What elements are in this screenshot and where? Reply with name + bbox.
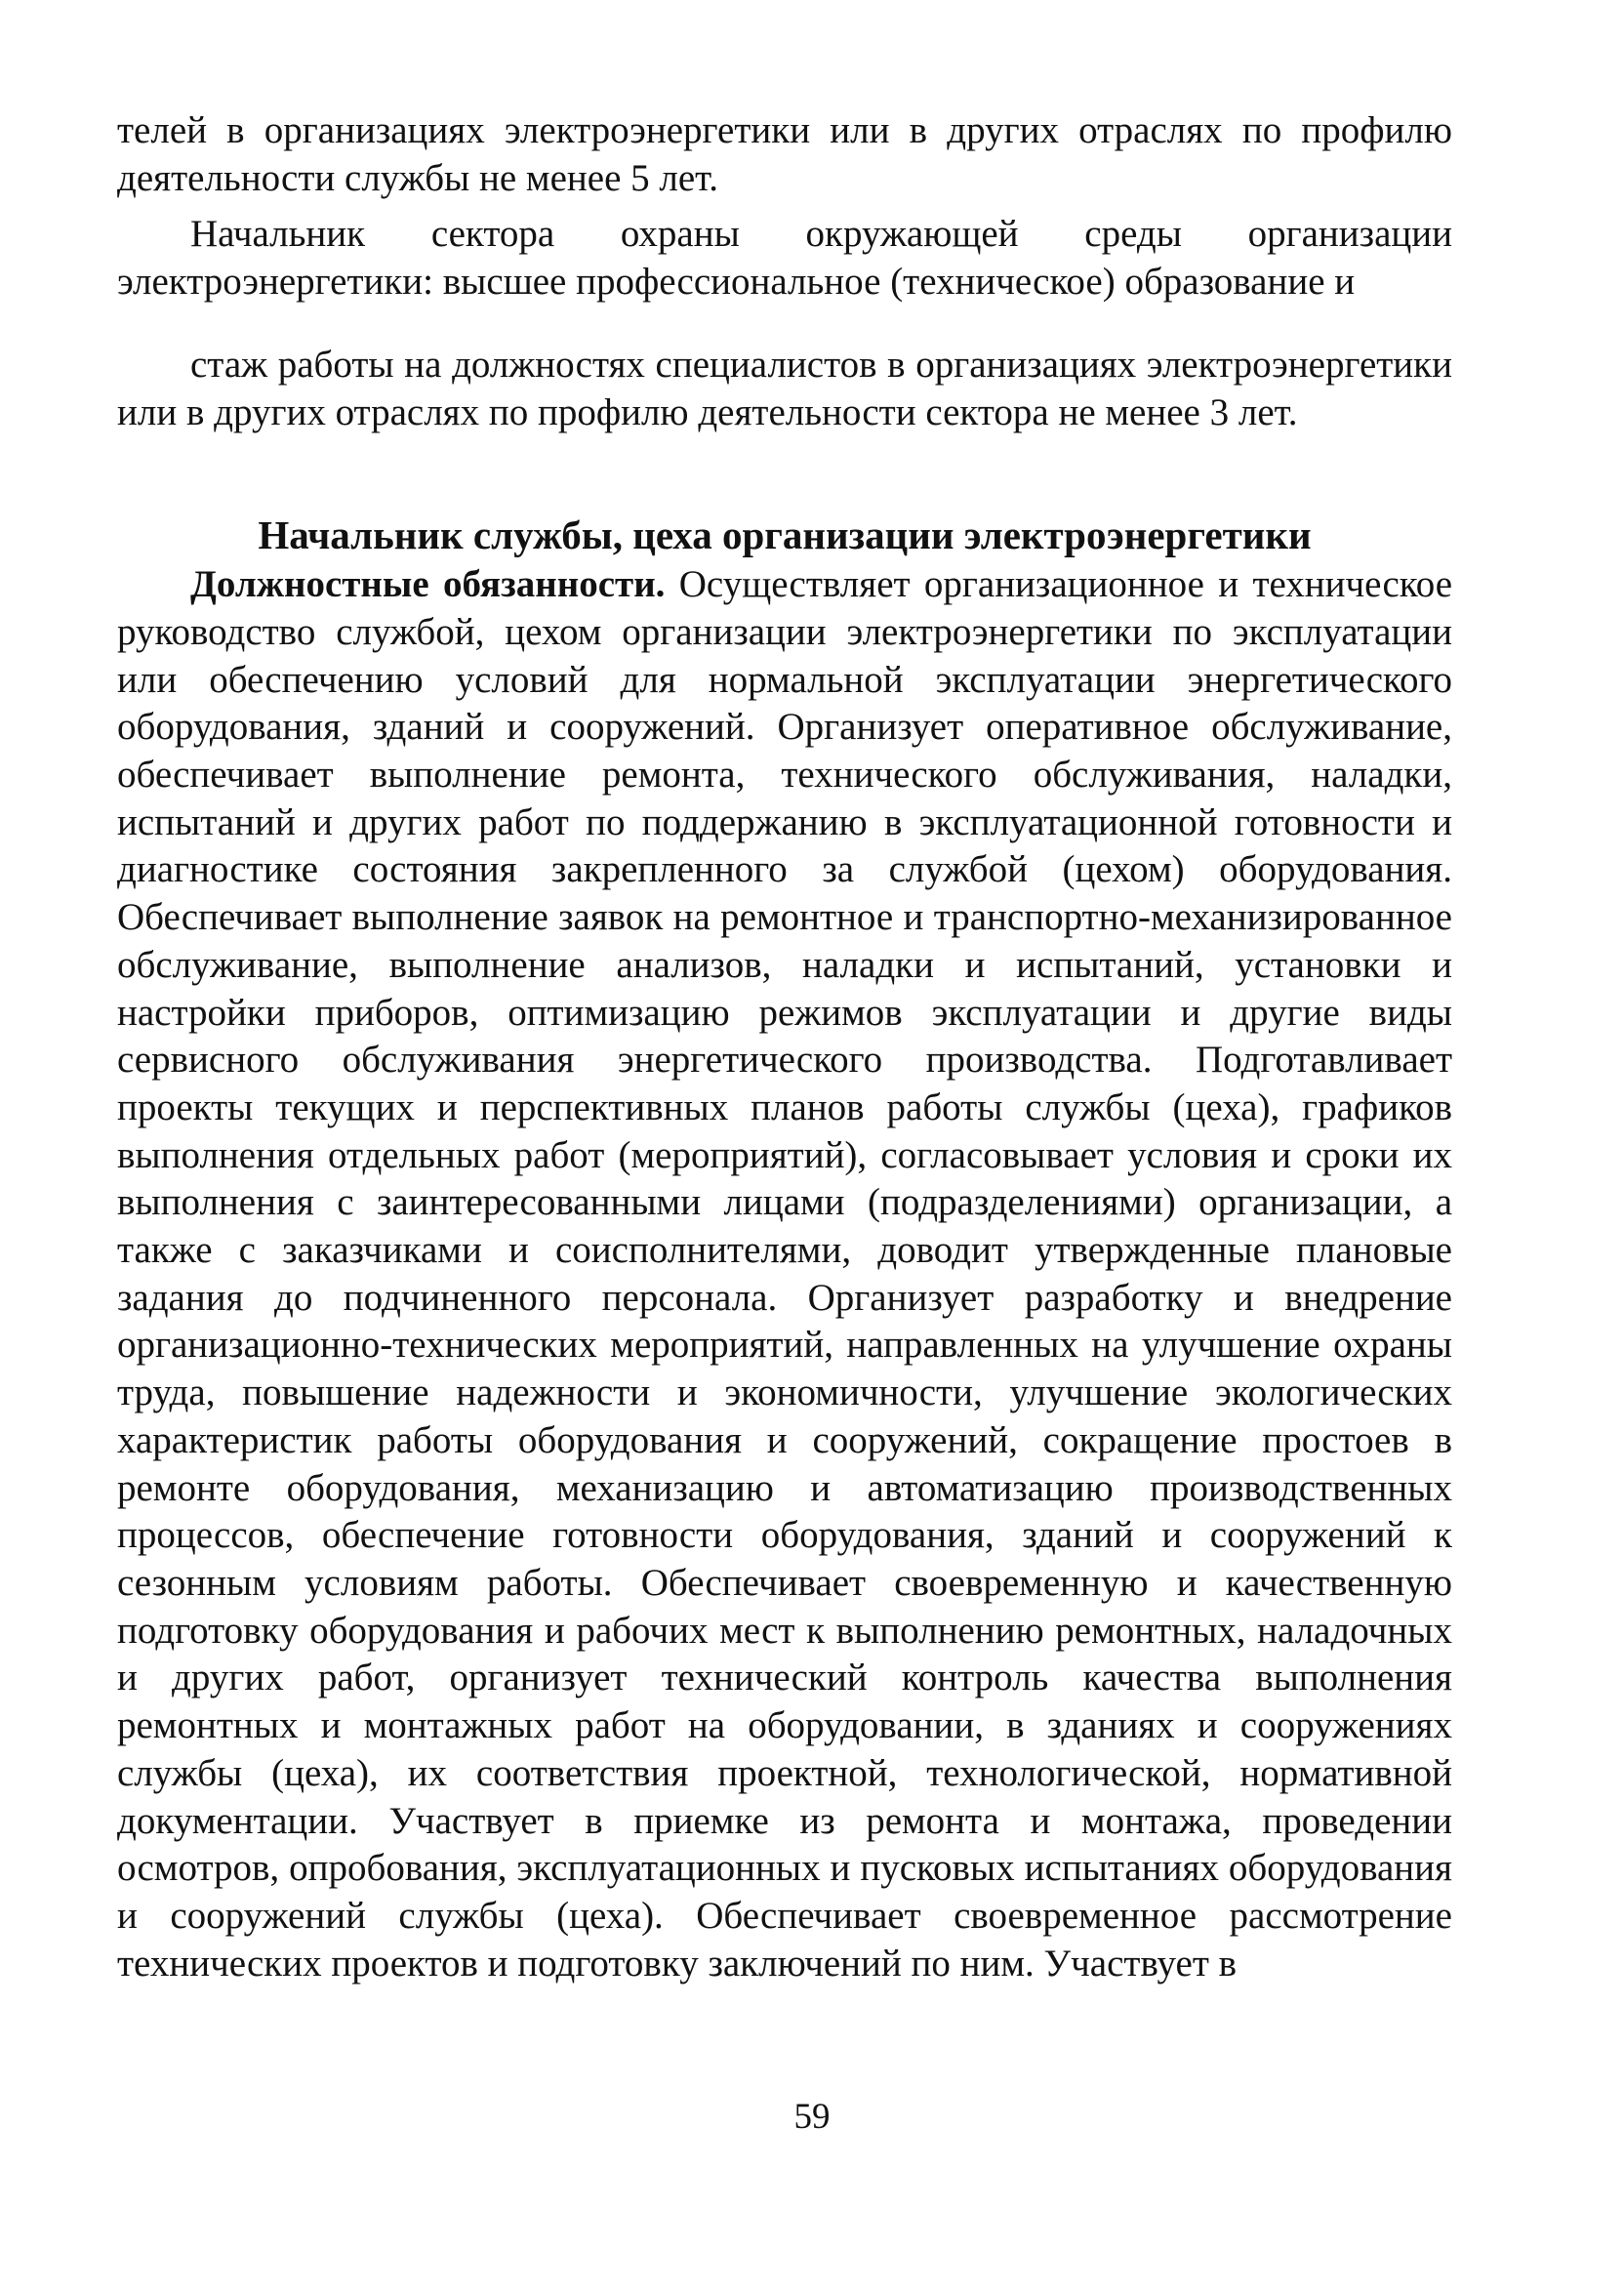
- paragraph-continuation: телей в организациях электроэнергетики или в других отраслях по профилю деятельности службы не менее 5 лет.: [117, 109, 1452, 199]
- paragraph-experience: стаж работы на должностях специалистов в организациях электроэнергетики или в других отраслях по профилю деятельности сектора не менее 3 лет.: [117, 343, 1452, 433]
- section-heading: Начальник службы, цеха организации электроэнергетики: [258, 512, 1312, 558]
- duties-paragraph: [117, 561, 1452, 1987]
- paragraph-sector-head: Начальник сектора охраны окружающей среды организации электроэнергетики: высшее профессиональное (техническое) образование и: [117, 213, 1452, 304]
- duties-text: Осуществляет организационное и техническое руководство службой, цехом организации электроэнергетики по эксплуатации или обеспечению условий для нормальной эксплуатации энергетического оборудования, зданий и сооружений. Организует оперативное обслуживание, обеспечивает выполнение ремонта, технического обслуживания, наладки, испытаний и других работ по поддержанию в эксплуатационной готовности и диагностике состояния закрепленного за службой (цехом) оборудования. Обеспечивает выполнение заявок на ремонтное и транспортно-механизированное обслуживание, выполнение анализов, наладки и испытаний, установки и настройки приборов, оптимизацию режимов эксплуатации и другие виды сервисного обслуживания энергетического производства. Подготавливает проекты текущих и перспективных планов работы службы (цеха), графиков выполнения отдельных работ (мероприятий), согласовывает условия и сроки их выполнения с заинтересованными лицами (подразделениями) организации, а также с заказчиками и соисполнителями, доводит утвержденные плановые задания до подчиненного персонала. Организует разработку и внедрение организационно-технических мероприятий, направленных на улучшение охраны труда, повышение надежности и экономичности, улучшение экологических характеристик работы оборудования и сооружений, сокращение простоев в ремонте оборудования, механизацию и автоматизацию производственных процессов, обеспечение готовности оборудования, зданий и сооружений к сезонным условиям работы. Обеспечивает своевременную и качественную подготовку оборудования и рабочих мест к выполнению ремонтных, наладочных и других работ, организует технический контроль качества выполнения ремонтных и монтажных работ на оборудовании, в зданиях и сооружениях службы (цеха), их соответствия проектной, технологической, нормативной документации. Участвует в приемке из ремонта и монтажа, проведении осмотров, опробования, эксплуатационных и пусковых испытаниях оборудования и сооружений службы (цеха). Обеспечивает своевременное рассмотрение технических проектов и подготовку заключений по ним. Участвует в: [117, 563, 1453, 1985]
- page-number: 59: [793, 2097, 831, 2137]
- duties-label: Должностные обязанности.: [190, 563, 666, 606]
- document-page: [117, 107, 1452, 1987]
